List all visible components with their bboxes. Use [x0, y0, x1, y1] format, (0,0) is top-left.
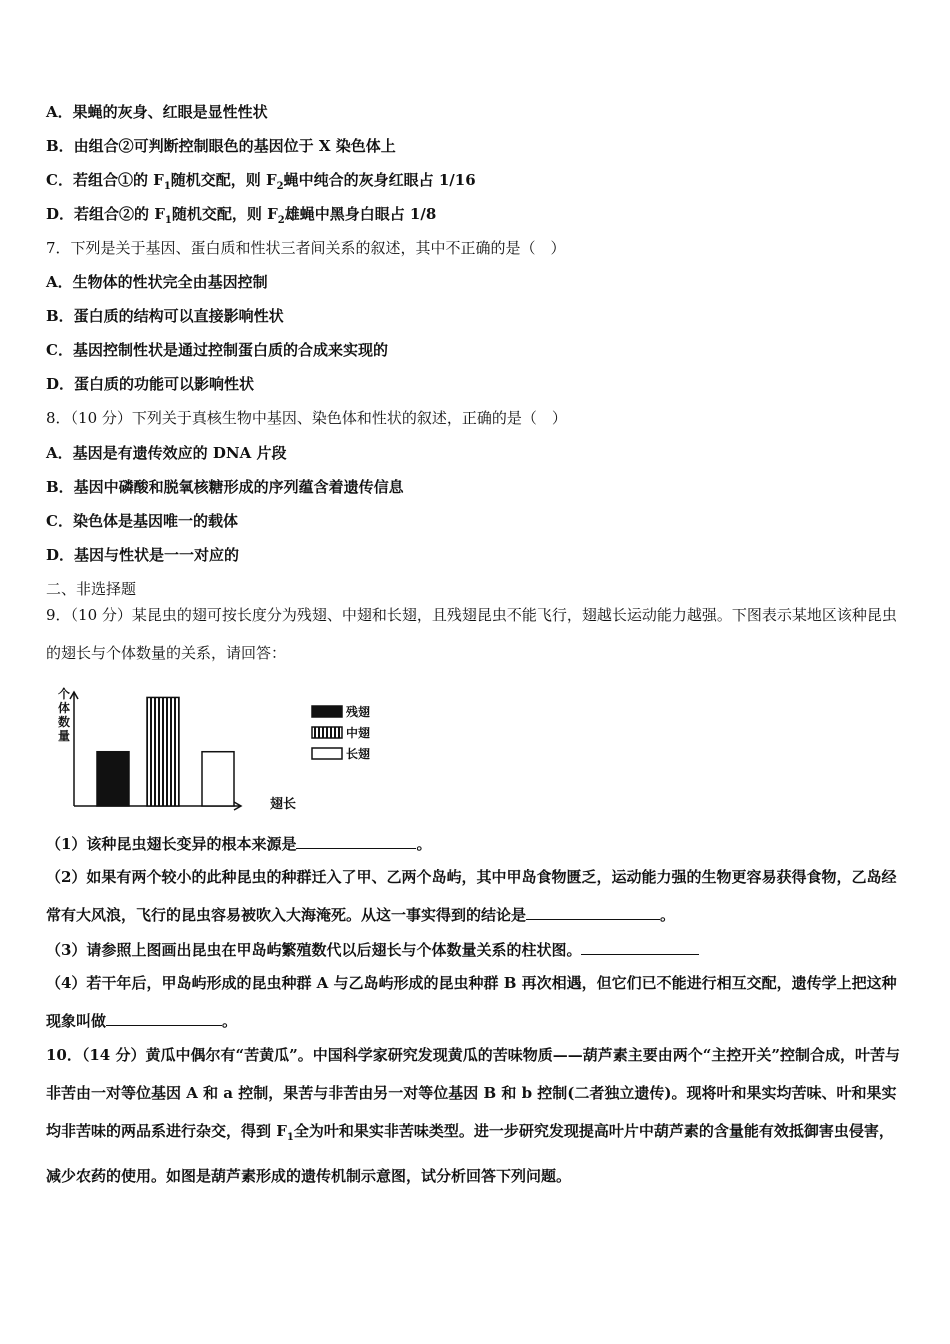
y-axis-label: 个体数量: [57, 687, 71, 743]
wing-length-chart: [46, 684, 406, 814]
q9-sub2: （2）如果有两个较小的此种昆虫的种群迁入了甲、乙两个岛屿，其中甲岛食物匮乏，运动能力强的生物更容易获得食物，乙岛经常有大风浪，飞行的昆虫容易被吹入大海淹死。从这一事实得到的结论是 。: [46, 868, 897, 924]
q9-sub4: （4）若干年后，甲岛屿形成的昆虫种群 A 与乙岛屿形成的昆虫种群 B 再次相遇，但它们已不能进行相互交配，遗传学上把这种现象叫做 。: [46, 974, 897, 1030]
legend-label-中翅: 中翅: [346, 726, 371, 740]
q6-option-c: C．若组合①的 $F_1$随机交配，则 $F_2$蝇中纯合的灰身红眼占 1/16: [46, 171, 476, 192]
q6-option-b: B．由组合②可判断控制眼色的基因位于 X 染色体上: [46, 137, 396, 155]
q7-option-a: A．生物体的性状完全由基因控制: [46, 273, 268, 291]
q7-option-b: B．蛋白质的结构可以直接影响性状: [46, 307, 284, 325]
legend-swatch-中翅: [312, 727, 342, 738]
q8-stem: 8．（10 分）下列关于真核生物中基因、染色体和性状的叙述，正确的是（ ）: [46, 409, 567, 427]
section-heading: 二、非选择题: [46, 580, 137, 598]
answer-blank-3[interactable]: [581, 940, 699, 955]
bar-中翅: [147, 697, 179, 806]
answer-blank-1[interactable]: [296, 834, 416, 849]
q8-option-a: A．基因是有遗传效应的 DNA 片段: [46, 444, 287, 462]
q9-stem: 9．（10 分）某昆虫的翅可按长度分为残翅、中翅和长翅，且残翅昆虫不能飞行，翅越长运动能力越强。下图表示某地区该种昆虫的翅长与个体数量的关系，请回答：: [46, 606, 897, 662]
q9-sub1: （1）该种昆虫翅长变异的根本来源是 。: [46, 835, 432, 853]
legend-swatch-长翅: [312, 748, 342, 759]
legend-swatch-残翅: [312, 706, 342, 717]
x-axis-label: 翅长: [270, 797, 297, 812]
bar-长翅: [202, 752, 234, 806]
q7-option-d: D．蛋白质的功能可以影响性状: [46, 375, 255, 393]
q7-option-c: C．基因控制性状是通过控制蛋白质的合成来实现的: [46, 341, 388, 359]
answer-blank-4[interactable]: [106, 1011, 222, 1026]
bar-残翅: [97, 752, 129, 806]
q8-option-d: D．基因与性状是一一对应的: [46, 546, 240, 564]
answer-blank-2[interactable]: [526, 905, 660, 920]
q10-stem: 10．（14 分）黄瓜中偶尔有“苦黄瓜”。中国科学家研究发现黄瓜的苦味物质——葫芦素主要由两个“主控开关”控制合成，叶苦与非苦由一对等位基因 A 和 a 控制，果苦与非苦由另一对等位基因 B 和 b 控制(二者独立遗传)。现将叶和果实均苦味、叶和果实均非苦味的两品系进行杂交，得到 $F_1$全为叶和果实非苦味类型。进一步研究发现提高叶片中葫芦素的含量能有效抵御害虫侵害，减少农药的使用。如图是葫芦素形成的遗传机制示意图，试分析回答下列问题。: [46, 1046, 900, 1185]
q7-stem: 7．下列是关于基因、蛋白质和性状三者间关系的叙述，其中不正确的是（ ）: [46, 239, 566, 257]
legend-label-残翅: 残翅: [346, 705, 371, 719]
legend-label-长翅: 长翅: [346, 747, 371, 761]
q8-option-c: C．染色体是基因唯一的载体: [46, 512, 238, 530]
chart-svg: [46, 684, 406, 814]
q6-option-d: D．若组合②的 $F_1$随机交配，则 $F_2$雄蝇中黑身白眼占 1/8: [46, 205, 437, 226]
q6-option-a: A．果蝇的灰身、红眼是显性性状: [46, 103, 268, 121]
q9-sub3: （3）请参照上图画出昆虫在甲岛屿繁殖数代以后翅长与个体数量关系的柱状图。: [46, 940, 699, 960]
q8-option-b: B．基因中磷酸和脱氧核糖形成的序列蕴含着遗传信息: [46, 478, 404, 496]
